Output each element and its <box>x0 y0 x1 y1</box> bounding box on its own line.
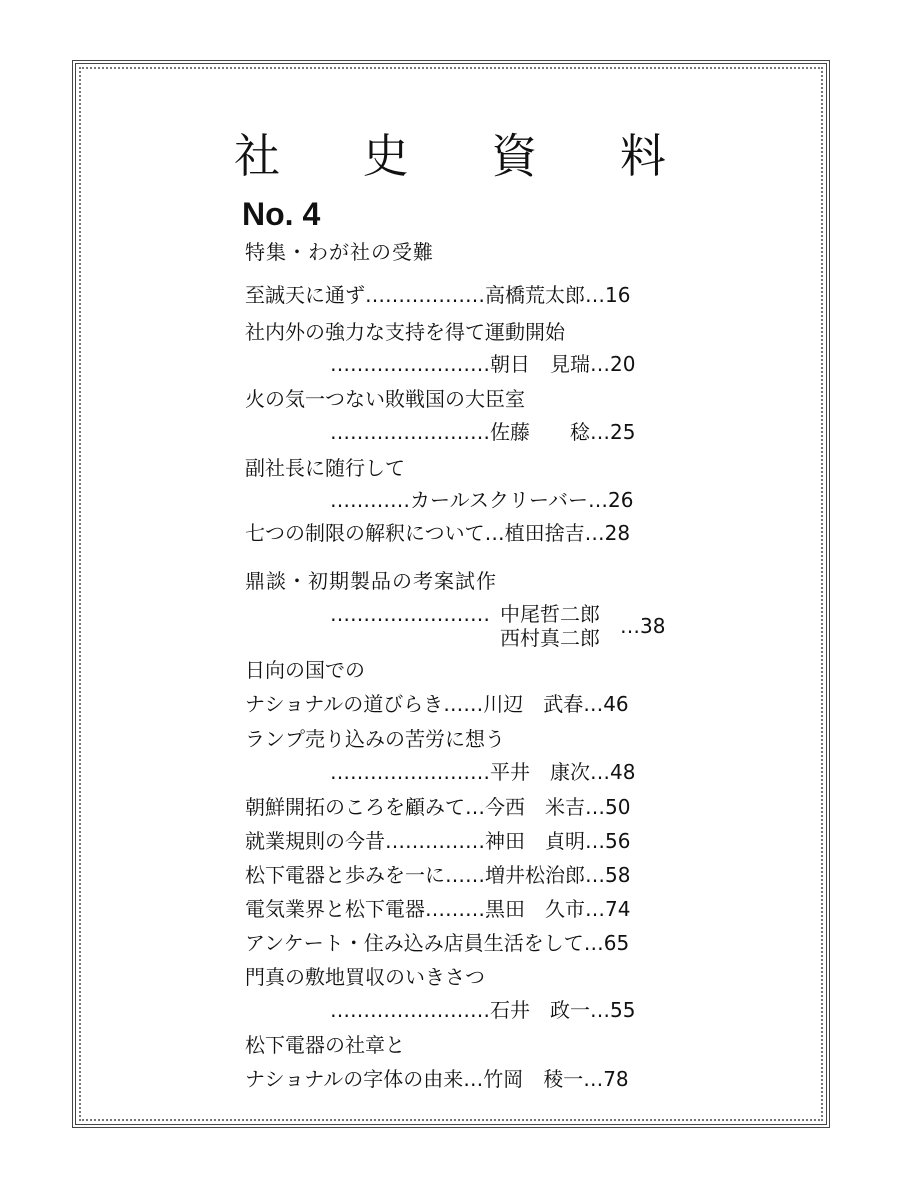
toc-entry: 朝鮮開拓のころを顧みて…今西 米吉…50 <box>245 795 631 819</box>
toc-entry: 火の気一つない敗戦国の大臣室 <box>245 387 525 411</box>
toc-entry: 松下電器の社章と <box>245 1033 405 1057</box>
toc-entry-author: ……………………石井 政一…55 <box>330 998 636 1022</box>
toc-entry: ナショナルの字体の由来…竹岡 稜一…78 <box>245 1067 629 1091</box>
issue-number: No. 4 <box>242 196 321 232</box>
toc-dots: …………………… <box>330 602 490 626</box>
toc-entry: 副社長に随行して <box>245 456 405 480</box>
toc-entry-author: ……………………朝日 見瑞…20 <box>330 352 636 376</box>
toc-entry: 門真の敷地買収のいきさつ <box>245 965 485 989</box>
toc-entry-author: ……………………佐藤 稔…25 <box>330 420 636 444</box>
page-title: 社 史 資 料 <box>234 129 700 183</box>
toc-entry: 電気業界と松下電器………黒田 久市…74 <box>245 897 631 921</box>
section-heading-special: 特集・わが社の受難 <box>245 240 434 264</box>
toc-entry: アンケート・住み込み店員生活をして…65 <box>245 931 630 955</box>
toc-entry: ランプ売り込みの苦労に想う <box>245 727 505 751</box>
toc-entry-author: …………カールスクリーバー…26 <box>330 488 634 512</box>
toc-entry: 日向の国での <box>245 658 365 682</box>
toc-entry: 松下電器と歩みを一に……増井松治郎…58 <box>245 863 631 887</box>
page-number: …38 <box>620 614 666 638</box>
toc-entry-author: ……………………平井 康次…48 <box>330 760 636 784</box>
toc-entry: 至誠天に通ず………………高橋荒太郎…16 <box>245 283 631 307</box>
toc-entry: 七つの制限の解釈について…植田捨吉…28 <box>245 521 631 545</box>
toc-entry: ナショナルの道びらき……川辺 武春…46 <box>245 692 629 716</box>
section-heading-roundtable: 鼎談・初期製品の考案試作 <box>245 569 497 593</box>
author-name: 西村真二郎 <box>500 626 600 650</box>
toc-entry: 社内外の強力な支持を得て運動開始 <box>245 320 565 344</box>
toc-entry: 就業規則の今昔……………神田 貞明…56 <box>245 829 631 853</box>
author-name: 中尾哲二郎 <box>500 602 600 626</box>
